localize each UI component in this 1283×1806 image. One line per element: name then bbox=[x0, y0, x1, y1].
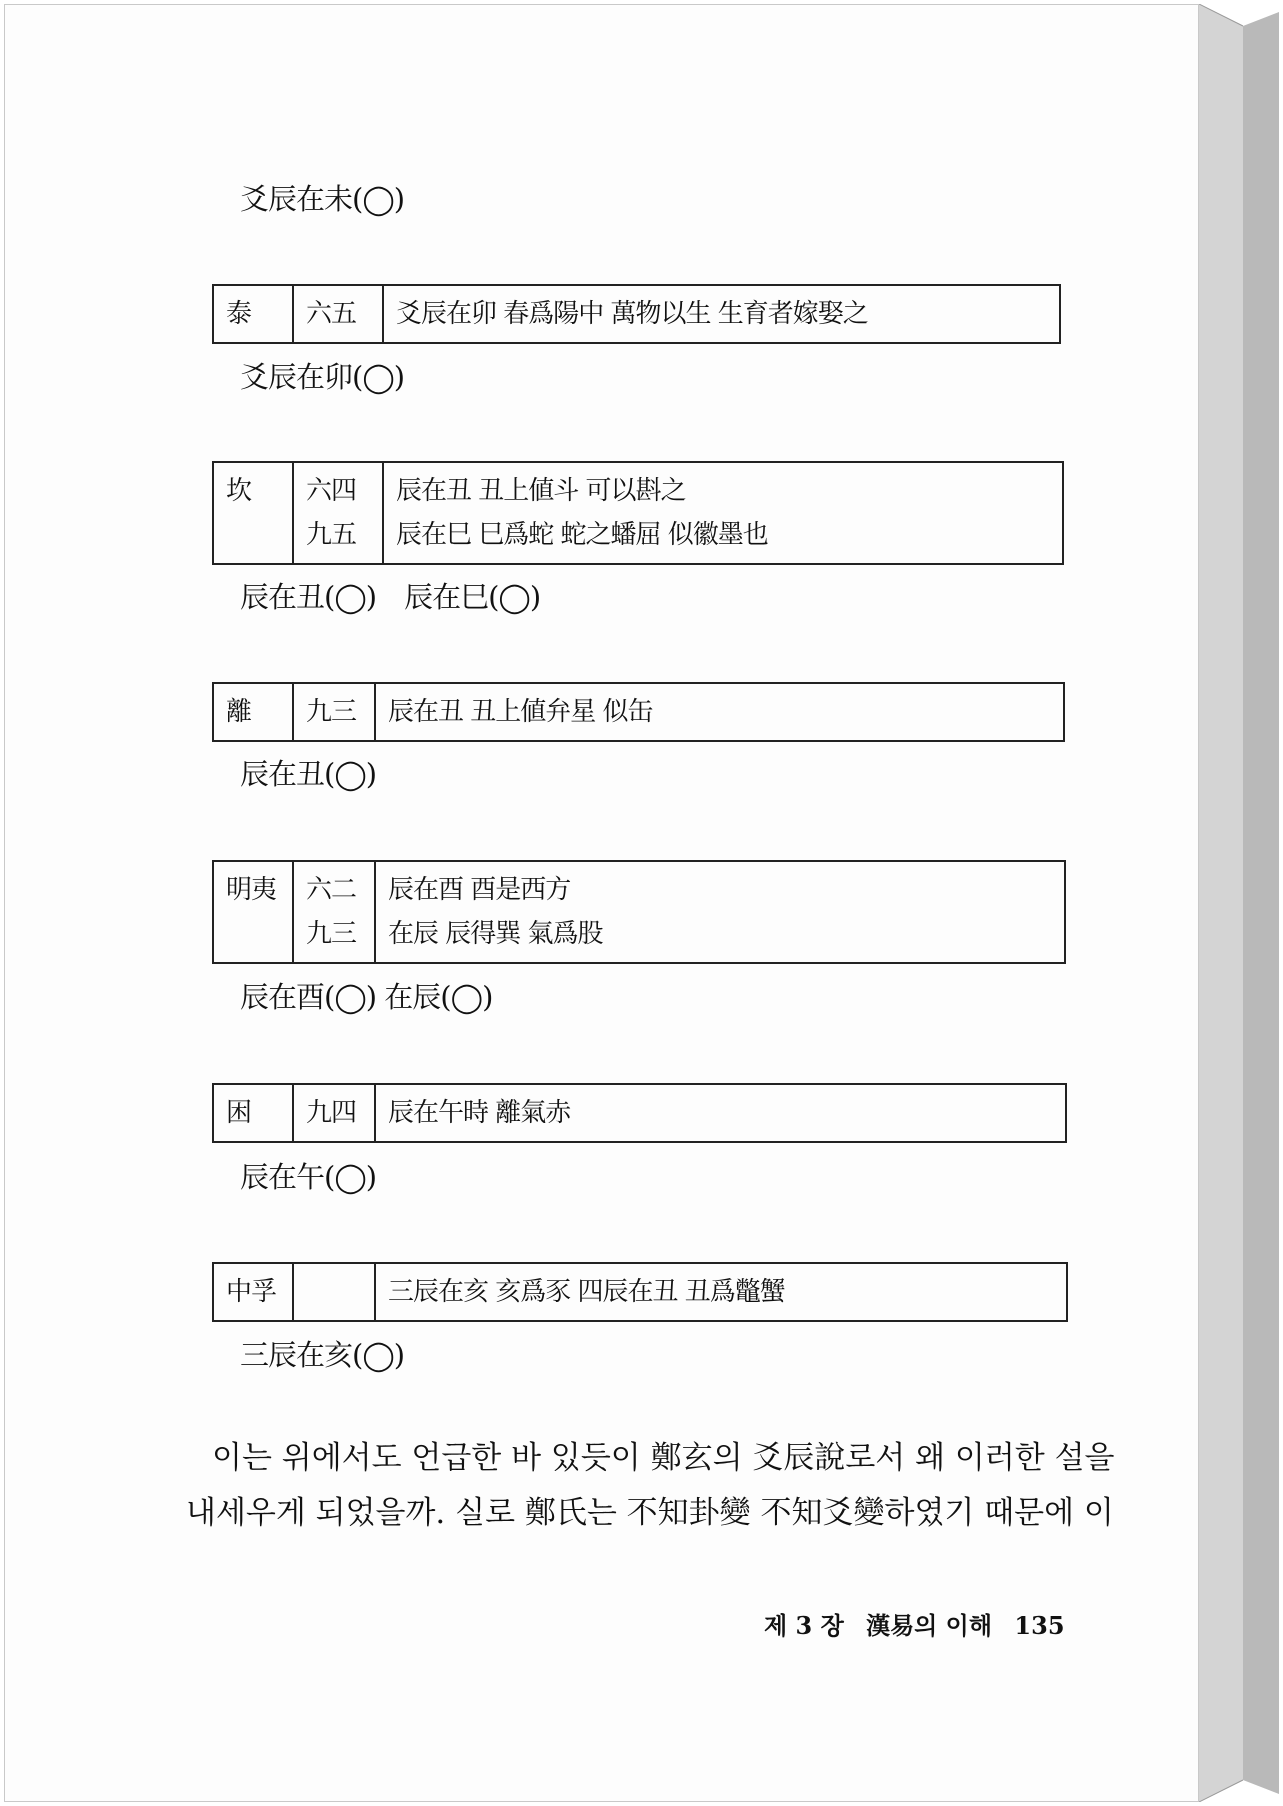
paragraph-line-1: 이는 위에서도 언급한 바 있듯이 鄭玄의 爻辰說로서 왜 이러한 설을 bbox=[212, 1440, 1115, 1476]
page-number: 135 bbox=[1014, 1611, 1065, 1640]
note-tai: 爻辰在卯(◯) bbox=[240, 360, 405, 394]
hexagram-name: 明夷 bbox=[214, 862, 294, 962]
note-mingyi: 辰在酉(◯) 在辰(◯) bbox=[240, 980, 493, 1014]
note-zhongfu: 三辰在亥(◯) bbox=[240, 1338, 405, 1372]
zheng-xuan-comment: 三辰在亥 亥爲豕 四辰在丑 丑爲鼈蟹 bbox=[388, 1277, 785, 1307]
hexagram-name: 困 bbox=[214, 1085, 294, 1141]
hexagram-table-kun bbox=[212, 1083, 1067, 1143]
zheng-xuan-comment: 辰在丑 丑上値弁星 似缶 bbox=[388, 697, 653, 727]
hexagram-name: 泰 bbox=[214, 286, 294, 342]
book-edge bbox=[1199, 4, 1279, 1802]
chapter-label: 제 3 장 bbox=[764, 1611, 844, 1640]
line-position bbox=[294, 1264, 376, 1320]
zheng-xuan-comment: 辰在午時 離氣赤 bbox=[388, 1098, 571, 1128]
line-position: 六四 九五 bbox=[294, 463, 384, 563]
line-position: 九三 bbox=[294, 684, 376, 740]
running-footer bbox=[764, 1606, 1079, 1641]
zheng-xuan-comment: 辰在丑 丑上値斗 可以斟之 辰在巳 巳爲蛇 蛇之蟠屈 似徽墨也 bbox=[396, 476, 768, 550]
hexagram-table-tai bbox=[212, 284, 1061, 344]
hexagram-name: 離 bbox=[214, 684, 294, 740]
note-first: 爻辰在未(◯) bbox=[240, 182, 405, 216]
zheng-xuan-comment: 爻辰在卯 春爲陽中 萬物以生 生育者嫁娶之 bbox=[396, 299, 868, 329]
hexagram-table-zhongfu bbox=[212, 1262, 1068, 1322]
line-position: 九四 bbox=[294, 1085, 376, 1141]
hexagram-name: 中孚 bbox=[214, 1264, 294, 1320]
line-position: 六二 九三 bbox=[294, 862, 376, 962]
zheng-xuan-comment: 辰在酉 酉是西方 在辰 辰得巽 氣爲股 bbox=[388, 875, 603, 949]
note-li: 辰在丑(◯) bbox=[240, 757, 377, 791]
hexagram-table-li bbox=[212, 682, 1065, 742]
hexagram-table-mingyi bbox=[212, 860, 1066, 964]
hexagram-name: 坎 bbox=[214, 463, 294, 563]
line-position: 六五 bbox=[294, 286, 384, 342]
note-kan: 辰在丑(◯) 辰在巳(◯) bbox=[240, 580, 541, 614]
paragraph-line-2: 내세우게 되었을까. 실로 鄭氏는 不知卦變 不知爻變하였기 때문에 이 bbox=[186, 1495, 1114, 1531]
chapter-title: 漢易의 이해 bbox=[866, 1611, 993, 1640]
hexagram-table-kan bbox=[212, 461, 1064, 565]
note-kun: 辰在午(◯) bbox=[240, 1160, 377, 1194]
